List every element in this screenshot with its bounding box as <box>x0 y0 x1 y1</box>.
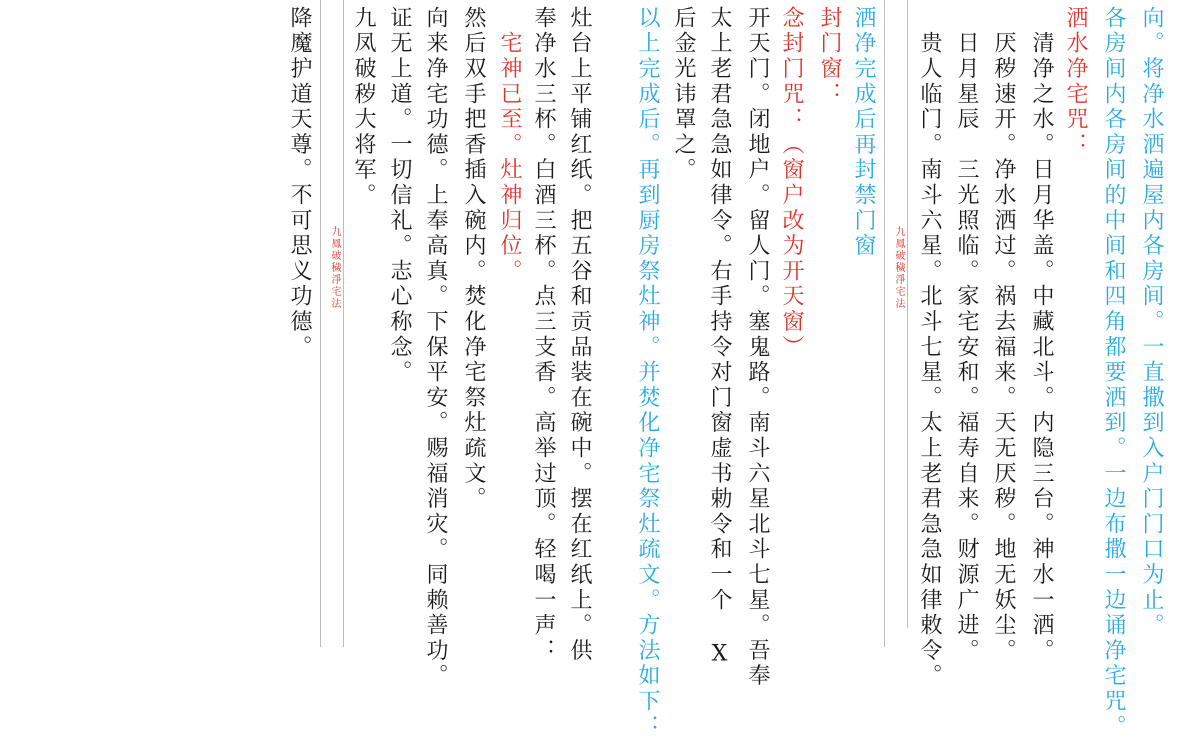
page-border-right-inner <box>907 0 908 628</box>
text-column: 向来净宅功德。上奉高真。下保平安。赐福消灾。同赖善功。 <box>423 6 448 690</box>
text-column: 封门窗： <box>817 6 842 108</box>
text-column: 贵人临门。南斗六星。北斗七星。太上老君急急如律敕令。 <box>917 6 942 690</box>
text-column: 清净之水。日月华盖。中藏北斗。内隐三台。神水一洒。 <box>1029 6 1054 664</box>
text-column: 九凤破秽大将军。 <box>351 6 376 209</box>
text-column: 洒净完成后再封禁门窗 <box>851 6 876 259</box>
text-column: 宅神已至。灶神归位。 <box>497 6 522 285</box>
text-column: 念封门咒：（窗户改为开天窗） <box>779 6 804 361</box>
text-column: 厌秽速开。净水洒过。祸去福来。天无厌秽。地无妖尘。 <box>991 6 1016 664</box>
text-column: 开天门。闭地户。留人门。塞鬼路。南斗六星北斗七星。吾奉 <box>745 6 770 690</box>
text-column: 洒水净宅咒： <box>1063 6 1088 158</box>
text-column: 向。将净水洒遍屋内各房间。一直撒到入户门门口为止。 <box>1139 6 1164 639</box>
page-gutter-left <box>343 0 344 647</box>
text-column: 以上完成后。再到厨房祭灶神。并焚化净宅祭灶疏文。方法如下： <box>635 6 660 740</box>
text-column: 奉净水三杯。白酒三杯。点三支香。高举过顶。轻喝一声： <box>531 6 556 664</box>
page-gutter-right <box>884 0 885 647</box>
text-column: 然后双手把香插入碗内。焚化净宅祭灶疏文。 <box>461 6 486 512</box>
text-column: 后金光讳罩之。 <box>671 6 696 184</box>
text-column: 降魔护道天尊。不可思义功德。 <box>287 6 312 361</box>
page-footer-title: 九鳳破穢淨宅法 <box>893 226 904 310</box>
page-footer-title: 九鳳破穢淨宅法 <box>329 226 340 310</box>
text-column: 各房间内各房间的中间和四角都要洒到。一边布撒一边诵净宅咒。 <box>1101 6 1126 740</box>
text-column: 太上老君急急如律令。右手持令对门窗虚书勅令和一个 X <box>707 6 732 670</box>
text-column: 日月星辰 三光照临。家宅安和。福寿自来。财源广进。 <box>954 6 979 664</box>
text-column: 证无上道。一切信礼。志心称念。 <box>387 6 412 386</box>
page-border-left-inner <box>320 0 321 647</box>
text-column: 灶台上平铺红纸。把五谷和贡品装在碗中。摆在红纸上。供 <box>567 6 592 664</box>
